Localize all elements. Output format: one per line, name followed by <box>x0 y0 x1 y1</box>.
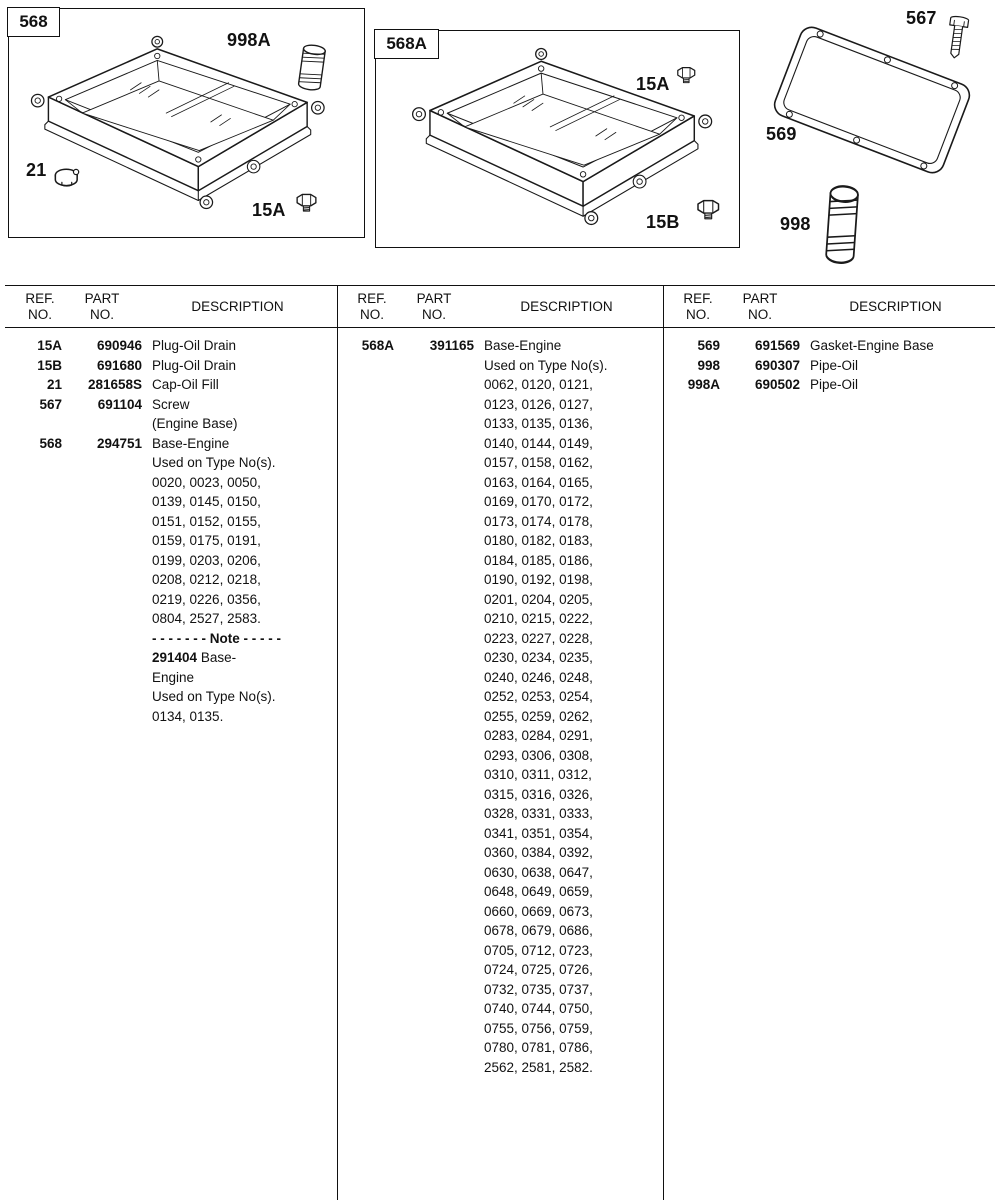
ref-no: 15B <box>37 357 62 373</box>
description-line: Cap-Oil Fill <box>152 377 219 392</box>
ref-no: 15A <box>37 338 62 353</box>
description-line: Used on Type No(s). <box>152 689 276 704</box>
description <box>810 336 993 356</box>
oil-drain-plug-icon-15b <box>698 201 719 219</box>
description-line: 0223, 0227, 0228, <box>484 630 593 646</box>
description-line: 0184, 0185, 0186, <box>484 552 593 568</box>
description-line: 0140, 0144, 0149, <box>484 435 593 451</box>
oil-drain-plug-icon-15a <box>678 68 695 83</box>
oil-fill-cap-icon-21 <box>55 169 78 186</box>
engine-base-drawing-568 <box>9 9 364 237</box>
description <box>810 356 993 376</box>
table-row <box>18 336 335 356</box>
description-line: 0740, 0744, 0750, <box>484 1001 593 1016</box>
table-row <box>18 356 335 376</box>
part-no: 691569 <box>754 338 800 353</box>
description-line: 0134, 0135. <box>152 708 224 724</box>
description-line: 0804, 2527, 2583. <box>152 611 261 626</box>
header-ref-no: REF. NO. <box>683 291 713 322</box>
table-row <box>18 395 335 434</box>
description-line: 0201, 0204, 0205, <box>484 591 593 607</box>
description <box>152 434 335 727</box>
description-line: 0283, 0284, 0291, <box>484 728 593 743</box>
description <box>152 375 335 395</box>
table-row <box>18 434 335 727</box>
description-line: 0705, 0712, 0723, <box>484 942 593 958</box>
callout-15b: 15B <box>646 212 680 232</box>
table-row <box>350 336 661 1077</box>
description-line: 0219, 0226, 0356, <box>152 591 261 607</box>
description-line: 0724, 0725, 0726, <box>484 962 593 977</box>
description-line: 0199, 0203, 0206, <box>152 552 261 568</box>
ref-no: 568 <box>39 435 62 451</box>
table-body <box>337 323 663 1077</box>
diagram-panel-568 <box>8 8 365 238</box>
header-part-no: PART NO. <box>84 291 120 322</box>
description-line: Pipe-Oil <box>810 357 859 373</box>
part-no: 690502 <box>754 377 800 392</box>
description-line: 0678, 0679, 0686, <box>484 923 593 938</box>
description <box>152 336 335 356</box>
part-no: 391165 <box>429 338 474 353</box>
description-line: 0252, 0253, 0254, <box>484 689 593 704</box>
callout-21: 21 <box>26 160 47 180</box>
description-line: 0123, 0126, 0127, <box>484 396 593 412</box>
description-line: 0133, 0135, 0136, <box>484 416 593 431</box>
description-line: 0020, 0023, 0050, <box>152 474 261 490</box>
ref-no: 21 <box>46 377 62 392</box>
description-line: 0341, 0351, 0354, <box>484 825 593 841</box>
description-line: 0062, 0120, 0121, <box>484 377 593 392</box>
header-description: DESCRIPTION <box>191 299 284 314</box>
description-line: 0169, 0170, 0172, <box>484 494 593 509</box>
description-line: 2562, 2581, 2582. <box>484 1059 593 1075</box>
description-line: Plug-Oil Drain <box>152 357 237 373</box>
callout-569: 569 <box>766 124 797 144</box>
description-line: 0190, 0192, 0198, <box>484 572 593 587</box>
table-column-group-2 <box>337 285 663 1077</box>
description <box>484 336 661 1077</box>
callout-998: 998 <box>780 214 811 234</box>
description-line: 0230, 0234, 0235, <box>484 650 593 665</box>
description-line: 0255, 0259, 0262, <box>484 708 593 724</box>
description-line: Base-Engine <box>152 435 230 451</box>
table-header <box>337 285 663 323</box>
description-line: 0293, 0306, 0308, <box>484 747 593 763</box>
callout-998a: 998A <box>227 30 271 50</box>
table-body <box>5 323 337 726</box>
panel-tag-568a: 568A <box>374 29 439 59</box>
description-line: 0139, 0145, 0150, <box>152 494 261 509</box>
description-line: 291404 Base- <box>152 650 237 665</box>
callout-15a-panel1: 15A <box>252 200 286 220</box>
description-line: 0163, 0164, 0165, <box>484 474 593 490</box>
ref-no: 569 <box>697 338 720 353</box>
description <box>152 395 335 434</box>
part-no: 691680 <box>96 357 142 373</box>
description-line: Pipe-Oil <box>810 377 859 392</box>
description-line: 0755, 0756, 0759, <box>484 1020 593 1036</box>
table-divider-2 <box>663 285 664 1200</box>
gasket-icon-569 <box>771 24 973 176</box>
screw-icon-567 <box>945 16 969 60</box>
engine-base-drawing-568a <box>376 31 739 247</box>
description-line: Gasket-Engine Base <box>810 338 934 353</box>
header-description: DESCRIPTION <box>520 299 613 314</box>
description-line: - - - - - - - Note - - - - - <box>152 630 281 646</box>
parts-table <box>0 285 1000 1200</box>
header-ref-no: REF. NO. <box>25 291 55 322</box>
part-no: 690307 <box>754 357 800 373</box>
table-column-group-1 <box>5 285 337 726</box>
table-row <box>18 375 335 395</box>
description-line: Base-Engine <box>484 338 562 353</box>
description-line: 0360, 0384, 0392, <box>484 845 593 860</box>
part-no: 691104 <box>97 396 142 412</box>
description-line: 0151, 0152, 0155, <box>152 513 261 529</box>
description <box>810 375 993 395</box>
ref-no: 567 <box>39 396 62 412</box>
description-line: 0210, 0215, 0222, <box>484 611 593 626</box>
table-row <box>676 336 993 356</box>
table-body <box>663 323 995 395</box>
description <box>152 356 335 376</box>
ref-no: 998A <box>687 377 720 392</box>
description-line: Used on Type No(s). <box>484 357 608 373</box>
table-row <box>676 375 993 395</box>
description-line: 0648, 0649, 0659, <box>484 884 593 899</box>
description-line: (Engine Base) <box>152 416 238 431</box>
description-line: 0732, 0735, 0737, <box>484 981 593 997</box>
description-line: 0630, 0638, 0647, <box>484 864 593 880</box>
description-line: 0315, 0316, 0326, <box>484 786 593 802</box>
header-part-no: PART NO. <box>416 291 452 322</box>
description-line: 0208, 0212, 0218, <box>152 572 261 587</box>
ref-no: 998 <box>697 357 720 373</box>
description-line: 0780, 0781, 0786, <box>484 1040 593 1055</box>
description-line: 0660, 0669, 0673, <box>484 903 593 919</box>
table-header <box>663 285 995 323</box>
panel-tag-568: 568 <box>7 7 59 37</box>
diagram-panel-568a <box>375 30 740 248</box>
description-line: 0328, 0331, 0333, <box>484 806 593 821</box>
description-line: 0157, 0158, 0162, <box>484 455 593 470</box>
part-no: 294751 <box>96 435 142 451</box>
header-part-no: PART NO. <box>742 291 778 322</box>
description-line: 0180, 0182, 0183, <box>484 533 593 548</box>
description-line: 0310, 0311, 0312, <box>484 767 592 782</box>
callout-567: 567 <box>906 8 937 28</box>
oil-drain-plug-icon-15a <box>297 194 316 211</box>
header-description: DESCRIPTION <box>849 299 942 314</box>
description-line: 0173, 0174, 0178, <box>484 513 593 529</box>
description-line: 0240, 0246, 0248, <box>484 669 593 685</box>
table-header <box>5 285 337 323</box>
header-ref-no: REF. NO. <box>357 291 387 322</box>
description-line: Engine <box>152 669 195 685</box>
ref-no: 568A <box>361 338 394 353</box>
part-no: 690946 <box>96 338 142 353</box>
part-no: 281658S <box>87 377 142 392</box>
table-row <box>676 356 993 376</box>
description-line: Screw <box>152 396 190 412</box>
table-column-group-3 <box>663 285 995 395</box>
description-line: Plug-Oil Drain <box>152 338 237 353</box>
oil-pipe-icon-998a <box>298 44 326 91</box>
callout-15a-panel2: 15A <box>636 74 670 94</box>
oil-pipe-icon-998 <box>826 185 859 263</box>
description-line: 0159, 0175, 0191, <box>152 533 261 548</box>
description-line: Used on Type No(s). <box>152 455 276 470</box>
